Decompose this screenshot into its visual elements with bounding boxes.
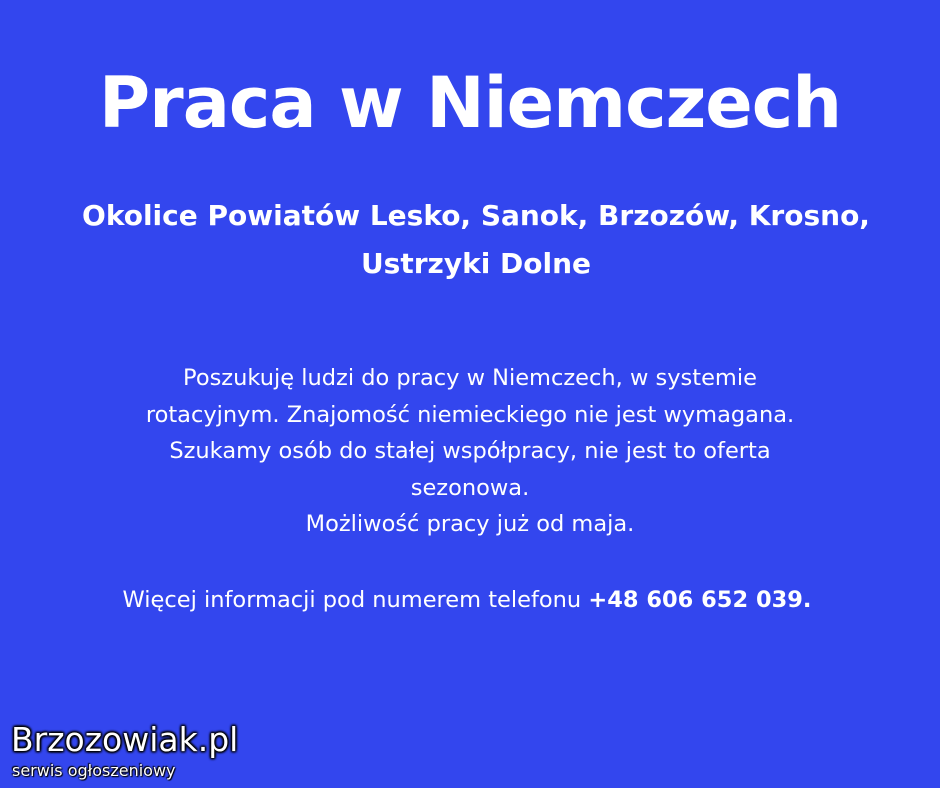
description-line: rotacyjnym. Znajomość niemieckiego nie jest wymagana. [145, 401, 795, 428]
phone-number: +48 606 652 039. [588, 587, 812, 613]
contact-text: Więcej informacji pod numerem telefonu [122, 587, 589, 613]
page-title: Praca w Niemczech [98, 62, 842, 144]
description-line: Możliwość pracy już od maja. [305, 511, 635, 537]
job-description [80, 360, 860, 543]
brand-tagline: serwis ogłoszeniowy [12, 761, 176, 780]
region-subtitle: Okolice Powiatów Lesko, Sanok, Brzozów, Krosno, Ustrzyki Dolne [82, 199, 870, 280]
description-line: Szukamy osób do stałej współpracy, nie jest to oferta [169, 438, 771, 464]
description-line: Poszukuję ludzi do pracy w Niemczech, w systemie [183, 365, 757, 391]
contact-info [0, 582, 934, 618]
description-line: sezonowa. [410, 474, 530, 501]
brand-logo: Brzozowiak.pl [11, 720, 239, 759]
